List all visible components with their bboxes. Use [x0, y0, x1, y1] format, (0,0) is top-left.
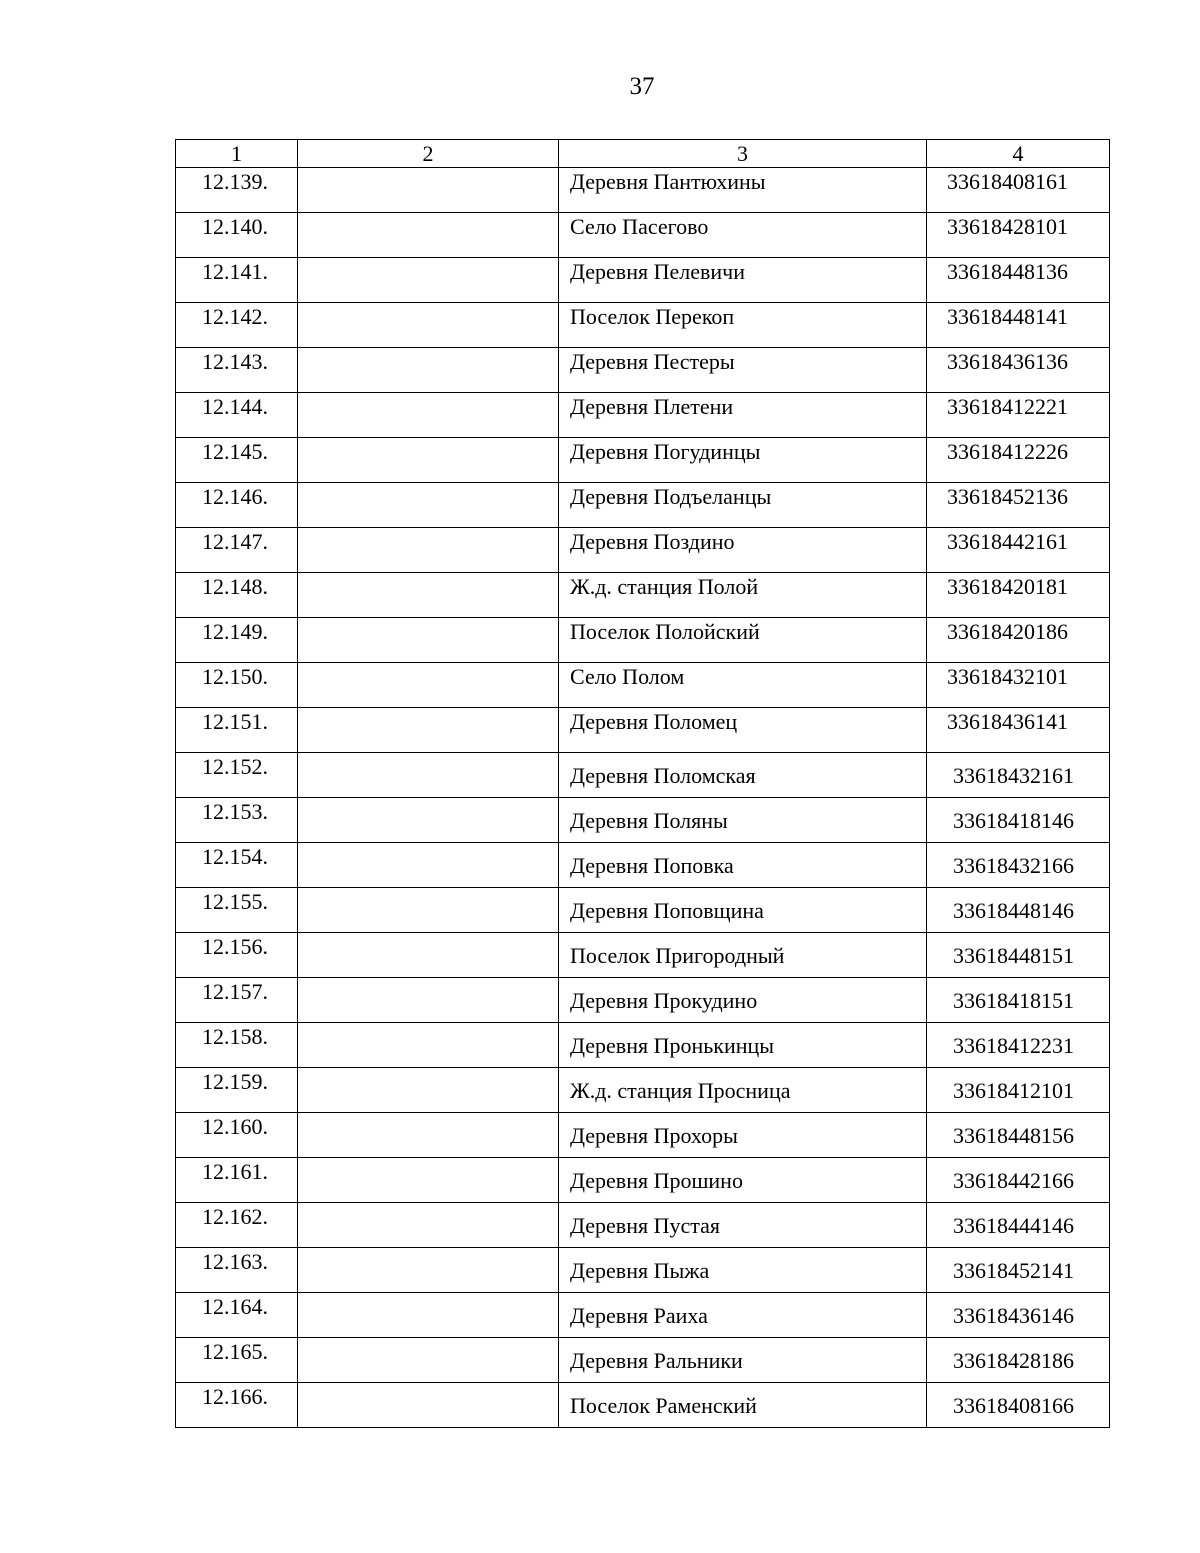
- row-number-cell: 12.160.: [176, 1113, 298, 1158]
- table-row: [176, 393, 1110, 438]
- oktmo-code-cell: 33618428186: [927, 1338, 1110, 1383]
- row-number-cell: 12.166.: [176, 1383, 298, 1428]
- column-header-3: 3: [559, 140, 927, 168]
- oktmo-code-cell: 33618442161: [927, 528, 1110, 573]
- settlement-name-cell: Деревня Поломец: [559, 708, 927, 753]
- oktmo-code-cell: 33618448156: [927, 1113, 1110, 1158]
- settlement-name-cell: Поселок Перекоп: [559, 303, 927, 348]
- row-empty-cell: [298, 303, 559, 348]
- oktmo-code-cell: 33618432166: [927, 843, 1110, 888]
- table-row: [176, 843, 1110, 888]
- table-row: [176, 1203, 1110, 1248]
- row-number-cell: 12.155.: [176, 888, 298, 933]
- row-number-cell: 12.158.: [176, 1023, 298, 1068]
- row-empty-cell: [298, 1023, 559, 1068]
- row-empty-cell: [298, 1113, 559, 1158]
- row-empty-cell: [298, 753, 559, 798]
- row-empty-cell: [298, 1383, 559, 1428]
- oktmo-code-cell: 33618408166: [927, 1383, 1110, 1428]
- row-empty-cell: [298, 888, 559, 933]
- oktmo-code-cell: 33618408161: [927, 168, 1110, 213]
- oktmo-code-cell: 33618444146: [927, 1203, 1110, 1248]
- row-empty-cell: [298, 168, 559, 213]
- table-row: [176, 753, 1110, 798]
- oktmo-code-cell: 33618448136: [927, 258, 1110, 303]
- row-empty-cell: [298, 1203, 559, 1248]
- settlement-name-cell: Деревня Прошино: [559, 1158, 927, 1203]
- settlement-name-cell: Деревня Раиха: [559, 1293, 927, 1338]
- row-empty-cell: [298, 438, 559, 483]
- oktmo-code-cell: 33618412226: [927, 438, 1110, 483]
- table-row: [176, 798, 1110, 843]
- row-number-cell: 12.152.: [176, 753, 298, 798]
- row-number-cell: 12.147.: [176, 528, 298, 573]
- row-number-cell: 12.143.: [176, 348, 298, 393]
- table-row: [176, 888, 1110, 933]
- oktmo-code-cell: 33618432161: [927, 753, 1110, 798]
- page-number: 37: [629, 73, 655, 100]
- row-number-cell: 12.162.: [176, 1203, 298, 1248]
- table-row: [176, 348, 1110, 393]
- oktmo-code-cell: 33618420181: [927, 573, 1110, 618]
- settlement-name-cell: Село Полом: [559, 663, 927, 708]
- settlement-name-cell: Деревня Погудинцы: [559, 438, 927, 483]
- settlement-name-cell: Деревня Поломская: [559, 753, 927, 798]
- table-row: [176, 663, 1110, 708]
- row-empty-cell: [298, 393, 559, 438]
- row-empty-cell: [298, 1293, 559, 1338]
- row-number-cell: 12.159.: [176, 1068, 298, 1113]
- row-number-cell: 12.144.: [176, 393, 298, 438]
- oktmo-code-cell: 33618418146: [927, 798, 1110, 843]
- table-row: [176, 1113, 1110, 1158]
- settlement-name-cell: Деревня Пантюхины: [559, 168, 927, 213]
- settlement-name-cell: Поселок Раменский: [559, 1383, 927, 1428]
- row-number-cell: 12.148.: [176, 573, 298, 618]
- settlement-name-cell: Деревня Прокудино: [559, 978, 927, 1023]
- row-number-cell: 12.161.: [176, 1158, 298, 1203]
- table-row: [176, 303, 1110, 348]
- table-row: [176, 258, 1110, 303]
- row-empty-cell: [298, 528, 559, 573]
- settlement-name-cell: Поселок Пригородный: [559, 933, 927, 978]
- settlement-name-cell: Поселок Полойский: [559, 618, 927, 663]
- table-body: [176, 168, 1110, 1428]
- table-row: [176, 1068, 1110, 1113]
- settlement-name-cell: Деревня Пелевичи: [559, 258, 927, 303]
- settlement-name-cell: Деревня Подъеланцы: [559, 483, 927, 528]
- row-number-cell: 12.141.: [176, 258, 298, 303]
- row-empty-cell: [298, 708, 559, 753]
- row-empty-cell: [298, 843, 559, 888]
- row-empty-cell: [298, 978, 559, 1023]
- settlement-name-cell: Село Пасегово: [559, 213, 927, 258]
- row-number-cell: 12.156.: [176, 933, 298, 978]
- row-number-cell: 12.150.: [176, 663, 298, 708]
- settlement-name-cell: Деревня Поляны: [559, 798, 927, 843]
- row-number-cell: 12.151.: [176, 708, 298, 753]
- settlement-name-cell: Ж.д. станция Проcница: [559, 1068, 927, 1113]
- row-empty-cell: [298, 798, 559, 843]
- row-number-cell: 12.140.: [176, 213, 298, 258]
- settlements-table: [175, 139, 1110, 1428]
- table-row: [176, 438, 1110, 483]
- row-number-cell: 12.157.: [176, 978, 298, 1023]
- settlement-name-cell: Ж.д. станция Полой: [559, 573, 927, 618]
- settlement-name-cell: Деревня Пыжа: [559, 1248, 927, 1293]
- row-number-cell: 12.153.: [176, 798, 298, 843]
- row-number-cell: 12.146.: [176, 483, 298, 528]
- row-empty-cell: [298, 348, 559, 393]
- row-empty-cell: [298, 1068, 559, 1113]
- table-row: [176, 618, 1110, 663]
- oktmo-code-cell: 33618436146: [927, 1293, 1110, 1338]
- row-number-cell: 12.142.: [176, 303, 298, 348]
- row-number-cell: 12.165.: [176, 1338, 298, 1383]
- row-empty-cell: [298, 1158, 559, 1203]
- row-empty-cell: [298, 1248, 559, 1293]
- row-empty-cell: [298, 483, 559, 528]
- settlement-name-cell: Деревня Пустая: [559, 1203, 927, 1248]
- table-row: [176, 1338, 1110, 1383]
- settlement-name-cell: Деревня Поздино: [559, 528, 927, 573]
- settlement-name-cell: Деревня Плетени: [559, 393, 927, 438]
- oktmo-code-cell: 33618448151: [927, 933, 1110, 978]
- row-empty-cell: [298, 933, 559, 978]
- table-row: [176, 1158, 1110, 1203]
- table-row: [176, 528, 1110, 573]
- oktmo-code-cell: 33618412101: [927, 1068, 1110, 1113]
- table-row: [176, 168, 1110, 213]
- oktmo-code-cell: 33618442166: [927, 1158, 1110, 1203]
- row-number-cell: 12.163.: [176, 1248, 298, 1293]
- table-row: [176, 978, 1110, 1023]
- row-empty-cell: [298, 618, 559, 663]
- oktmo-code-cell: 33618452136: [927, 483, 1110, 528]
- table-header-row: [176, 140, 1110, 168]
- settlement-name-cell: Деревня Поповщина: [559, 888, 927, 933]
- row-empty-cell: [298, 258, 559, 303]
- settlement-name-cell: Деревня Прохоры: [559, 1113, 927, 1158]
- oktmo-code-cell: 33618420186: [927, 618, 1110, 663]
- oktmo-code-cell: 33618448141: [927, 303, 1110, 348]
- settlement-name-cell: Деревня Пестеры: [559, 348, 927, 393]
- row-number-cell: 12.145.: [176, 438, 298, 483]
- oktmo-code-cell: 33618418151: [927, 978, 1110, 1023]
- settlement-name-cell: Деревня Пронькинцы: [559, 1023, 927, 1068]
- oktmo-code-cell: 33618428101: [927, 213, 1110, 258]
- table-row: [176, 1383, 1110, 1428]
- column-header-1: 1: [176, 140, 298, 168]
- row-number-cell: 12.154.: [176, 843, 298, 888]
- row-empty-cell: [298, 213, 559, 258]
- oktmo-code-cell: 33618452141: [927, 1248, 1110, 1293]
- row-number-cell: 12.164.: [176, 1293, 298, 1338]
- row-number-cell: 12.149.: [176, 618, 298, 663]
- row-empty-cell: [298, 663, 559, 708]
- table-row: [176, 213, 1110, 258]
- row-empty-cell: [298, 1338, 559, 1383]
- table-row: [176, 933, 1110, 978]
- oktmo-code-cell: 33618448146: [927, 888, 1110, 933]
- column-header-4: 4: [927, 140, 1110, 168]
- table-row: [176, 483, 1110, 528]
- oktmo-code-cell: 33618436141: [927, 708, 1110, 753]
- oktmo-code-cell: 33618412221: [927, 393, 1110, 438]
- oktmo-code-cell: 33618412231: [927, 1023, 1110, 1068]
- table-row: [176, 708, 1110, 753]
- table-row: [176, 1248, 1110, 1293]
- column-header-2: 2: [298, 140, 559, 168]
- table-row: [176, 573, 1110, 618]
- row-empty-cell: [298, 573, 559, 618]
- oktmo-code-cell: 33618436136: [927, 348, 1110, 393]
- oktmo-code-cell: 33618432101: [927, 663, 1110, 708]
- table-row: [176, 1023, 1110, 1068]
- settlement-name-cell: Деревня Ральники: [559, 1338, 927, 1383]
- table-row: [176, 1293, 1110, 1338]
- row-number-cell: 12.139.: [176, 168, 298, 213]
- settlement-name-cell: Деревня Поповка: [559, 843, 927, 888]
